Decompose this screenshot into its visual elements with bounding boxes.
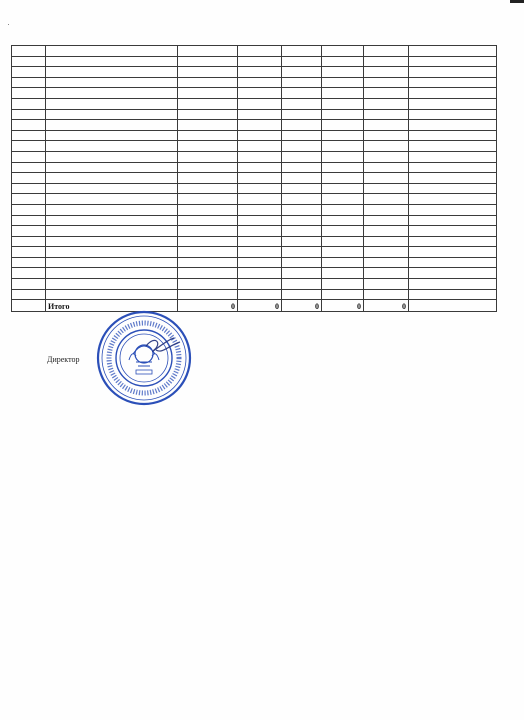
table-cell [238, 56, 282, 67]
table-row [12, 173, 497, 184]
table-cell [409, 67, 497, 78]
table-cell [238, 247, 282, 258]
table-cell [322, 257, 364, 268]
table-row [12, 77, 497, 88]
table-row [12, 46, 497, 57]
table-cell [46, 257, 178, 268]
table-row [12, 226, 497, 237]
table-cell [282, 247, 322, 258]
table-cell [238, 151, 282, 162]
director-label: Директор [47, 355, 80, 364]
table-cell [46, 279, 178, 290]
table-cell [12, 279, 46, 290]
table-cell [12, 46, 46, 57]
table-cell [178, 151, 238, 162]
table-cell [178, 98, 238, 109]
table-cell [282, 46, 322, 57]
table-cell [238, 268, 282, 279]
table-cell [12, 173, 46, 184]
table-cell [322, 204, 364, 215]
table-cell [178, 215, 238, 226]
table-cell [178, 67, 238, 78]
table-cell [238, 162, 282, 173]
table-cell [364, 183, 409, 194]
table-cell [282, 120, 322, 131]
table-cell [178, 88, 238, 99]
table-cell [409, 289, 497, 300]
table-cell [178, 130, 238, 141]
table-cell [364, 46, 409, 57]
total-value-4: 0 [322, 300, 364, 312]
table-cell [238, 77, 282, 88]
table-cell [238, 257, 282, 268]
table-cell [12, 141, 46, 152]
table-cell [178, 162, 238, 173]
table-cell [178, 56, 238, 67]
table-cell [46, 215, 178, 226]
table-cell [322, 247, 364, 258]
table-row [12, 268, 497, 279]
table-cell [282, 289, 322, 300]
table-cell [409, 162, 497, 173]
total-blank-cell-end [409, 300, 497, 312]
table-cell [178, 226, 238, 237]
table-cell [322, 226, 364, 237]
table-cell [12, 204, 46, 215]
table-cell [322, 46, 364, 57]
table-row [12, 67, 497, 78]
table-cell [46, 98, 178, 109]
total-label: Итого [46, 300, 178, 312]
table-cell [12, 183, 46, 194]
table-cell [178, 279, 238, 290]
table-cell [12, 194, 46, 205]
table-cell [282, 279, 322, 290]
total-value-2: 0 [238, 300, 282, 312]
table-cell [364, 279, 409, 290]
table-cell [322, 98, 364, 109]
table-cell [364, 109, 409, 120]
table-cell [178, 204, 238, 215]
table-cell [282, 204, 322, 215]
table-cell [178, 173, 238, 184]
table-cell [364, 226, 409, 237]
total-value-5: 0 [364, 300, 409, 312]
table-cell [282, 151, 322, 162]
table-cell [282, 141, 322, 152]
table-cell [322, 141, 364, 152]
table-cell [409, 183, 497, 194]
table-cell [409, 56, 497, 67]
table-cell [364, 151, 409, 162]
table-cell [238, 98, 282, 109]
table-cell [322, 162, 364, 173]
table-cell [322, 289, 364, 300]
table-cell [178, 289, 238, 300]
table-cell [238, 67, 282, 78]
table-cell [364, 257, 409, 268]
table-cell [238, 120, 282, 131]
table-cell [46, 109, 178, 120]
table-cell [46, 162, 178, 173]
table-cell [409, 77, 497, 88]
table-cell [238, 130, 282, 141]
table-cell [409, 226, 497, 237]
table-cell [282, 162, 322, 173]
table-cell [12, 215, 46, 226]
table-cell [238, 204, 282, 215]
table-row [12, 279, 497, 290]
table-cell [178, 109, 238, 120]
table-cell [409, 215, 497, 226]
table-cell [12, 268, 46, 279]
table-cell [409, 98, 497, 109]
table-row [12, 141, 497, 152]
table-cell [46, 194, 178, 205]
table-cell [178, 257, 238, 268]
table-cell [46, 141, 178, 152]
table-cell [364, 204, 409, 215]
table-cell [46, 226, 178, 237]
table-row [12, 247, 497, 258]
table-row [12, 162, 497, 173]
table-cell [364, 67, 409, 78]
table-cell [178, 247, 238, 258]
table-cell [322, 183, 364, 194]
table-cell [364, 194, 409, 205]
table-cell [12, 67, 46, 78]
table-cell [322, 109, 364, 120]
table-cell [46, 289, 178, 300]
table-cell [282, 130, 322, 141]
table-row [12, 130, 497, 141]
table-cell [409, 279, 497, 290]
table-cell [364, 98, 409, 109]
table-cell [364, 236, 409, 247]
table-cell [409, 257, 497, 268]
table-cell [409, 141, 497, 152]
table-cell [178, 268, 238, 279]
table-cell [46, 120, 178, 131]
table-row [12, 215, 497, 226]
table-cell [409, 173, 497, 184]
table-cell [46, 204, 178, 215]
table-cell [46, 151, 178, 162]
table-cell [178, 46, 238, 57]
table-cell [409, 204, 497, 215]
table-cell [409, 194, 497, 205]
table-cell [12, 56, 46, 67]
table-cell [12, 226, 46, 237]
table-cell [322, 56, 364, 67]
table-cell [178, 183, 238, 194]
table-cell [12, 257, 46, 268]
table-row [12, 236, 497, 247]
table-cell [282, 173, 322, 184]
table-cell [46, 88, 178, 99]
table-cell [282, 226, 322, 237]
table-cell [12, 120, 46, 131]
table-cell [322, 279, 364, 290]
scan-dot [8, 24, 9, 25]
table-cell [364, 268, 409, 279]
official-stamp-seal [96, 310, 192, 406]
table-cell [322, 194, 364, 205]
table-cell [238, 141, 282, 152]
table-cell [238, 279, 282, 290]
table-cell [282, 98, 322, 109]
table-cell [282, 88, 322, 99]
table-cell [46, 247, 178, 258]
table-cell [12, 151, 46, 162]
table-cell [409, 109, 497, 120]
table-cell [46, 77, 178, 88]
table-row [12, 194, 497, 205]
table-cell [364, 289, 409, 300]
table-cell [282, 194, 322, 205]
table-cell [178, 194, 238, 205]
table-cell [364, 247, 409, 258]
table-cell [322, 236, 364, 247]
table-cell [12, 98, 46, 109]
table-cell [238, 289, 282, 300]
table-row [12, 289, 497, 300]
table-row [12, 56, 497, 67]
table-cell [178, 236, 238, 247]
table-cell [238, 194, 282, 205]
table-cell [322, 268, 364, 279]
table-cell [178, 141, 238, 152]
table-cell [364, 173, 409, 184]
table-cell [364, 141, 409, 152]
table-cell [238, 236, 282, 247]
table-cell [282, 67, 322, 78]
table-cell [46, 56, 178, 67]
table-row [12, 183, 497, 194]
table-row [12, 257, 497, 268]
table-cell [46, 130, 178, 141]
table-cell [409, 88, 497, 99]
table-cell [322, 67, 364, 78]
total-blank-cell [12, 300, 46, 312]
table-cell [282, 183, 322, 194]
table-cell [238, 46, 282, 57]
report-table [11, 45, 497, 312]
table-cell [364, 162, 409, 173]
table-cell [364, 77, 409, 88]
table-cell [409, 268, 497, 279]
table-cell [282, 236, 322, 247]
table-cell [322, 130, 364, 141]
table-cell [282, 109, 322, 120]
table-cell [46, 46, 178, 57]
table-row [12, 98, 497, 109]
table-cell [322, 173, 364, 184]
table-cell [238, 215, 282, 226]
table-cell [409, 151, 497, 162]
table-cell [178, 120, 238, 131]
table-cell [409, 130, 497, 141]
table-cell [12, 289, 46, 300]
table-cell [322, 88, 364, 99]
table-cell [12, 236, 46, 247]
total-row [12, 300, 497, 312]
table-cell [238, 88, 282, 99]
total-value-1: 0 [178, 300, 238, 312]
table-cell [322, 151, 364, 162]
table-cell [46, 183, 178, 194]
table-cell [409, 247, 497, 258]
table-cell [46, 67, 178, 78]
table-cell [46, 236, 178, 247]
table-cell [282, 56, 322, 67]
table-cell [364, 215, 409, 226]
table-row [12, 88, 497, 99]
table-cell [12, 247, 46, 258]
table-cell [46, 268, 178, 279]
table-cell [238, 226, 282, 237]
table-cell [282, 215, 322, 226]
table-cell [364, 120, 409, 131]
table-cell [364, 56, 409, 67]
table-row [12, 109, 497, 120]
table-row [12, 204, 497, 215]
table-cell [409, 236, 497, 247]
table-cell [322, 215, 364, 226]
table-cell [12, 109, 46, 120]
table-cell [46, 173, 178, 184]
table-cell [12, 130, 46, 141]
table-cell [364, 88, 409, 99]
table-cell [12, 77, 46, 88]
table-cell [12, 162, 46, 173]
table-cell [238, 173, 282, 184]
table-cell [409, 120, 497, 131]
table-body [12, 46, 497, 300]
table-cell [238, 109, 282, 120]
table-cell [322, 120, 364, 131]
table-row [12, 151, 497, 162]
table-row [12, 120, 497, 131]
table-cell [238, 183, 282, 194]
table-cell [178, 77, 238, 88]
table-cell [364, 130, 409, 141]
table-cell [409, 46, 497, 57]
table-cell [282, 77, 322, 88]
table-cell [12, 88, 46, 99]
table-cell [282, 257, 322, 268]
table-cell [282, 268, 322, 279]
table-cell [322, 77, 364, 88]
total-value-3: 0 [282, 300, 322, 312]
scan-corner-mark [510, 0, 524, 3]
